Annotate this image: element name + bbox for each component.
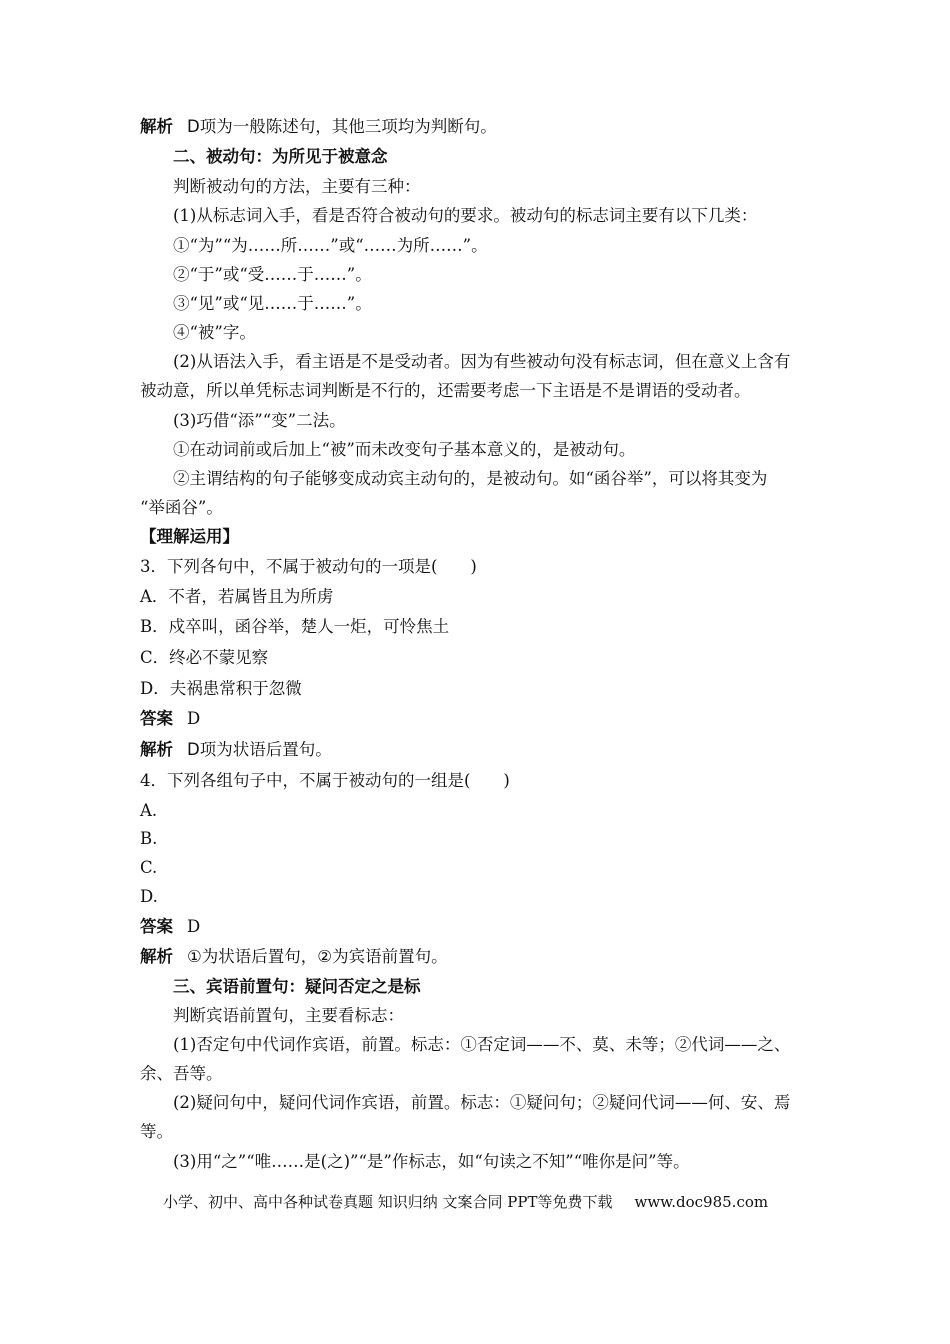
paragraph: (1)否定句中代词作宾语，前置。标志：①否定词——不、莫、未等；②代词——之、	[173, 1035, 791, 1054]
question-4-option-d: D.	[140, 887, 158, 906]
paragraph: (3)用“之”“唯……是(之)”“是”作标志，如“句读之不知”“唯你是问”等。	[173, 1152, 690, 1171]
question-3-option-d: D．夫祸患常积于忽微	[140, 679, 302, 698]
paragraph: 判断被动句的方法，主要有三种：	[173, 177, 421, 196]
section-heading-object-preposing: 三、宾语前置句：疑问否定之是标	[173, 977, 421, 996]
footer-text: 小学、初中、高中各种试卷真题 知识归纳 文案合同 PPT等免费下载	[163, 1193, 613, 1211]
page-footer	[163, 1192, 768, 1212]
analysis-line	[140, 117, 497, 137]
analysis-text: ①为状语后置句，②为宾语前置句。	[187, 947, 448, 966]
paragraph: (1)从标志词入手，看是否符合被动句的要求。被动句的标志词主要有以下几类：	[173, 206, 758, 225]
question-4-option-b: B.	[140, 829, 158, 848]
paragraph: 等。	[140, 1122, 173, 1141]
paragraph: ②主谓结构的句子能够变成动宾主动句的，是被动句。如“函谷举”，可以将其变为	[173, 469, 768, 488]
paragraph: (2)从语法入手，看主语是不是受动者。因为有些被动句没有标志词，但在意义上含有	[173, 352, 791, 371]
list-item: ③“见”或“见……于……”。	[173, 294, 372, 313]
analysis-label: 解析	[140, 947, 173, 966]
question-3-answer	[140, 709, 200, 729]
question-4-answer	[140, 917, 200, 937]
question-4-stem: 4．下列各组句子中，不属于被动句的一组是( )	[140, 771, 510, 790]
question-3-option-b: B．戍卒叫，函谷举，楚人一炬，可怜焦土	[140, 617, 450, 636]
list-item: ④“被”字。	[173, 323, 256, 342]
answer-label: 答案	[140, 917, 173, 936]
question-4-analysis	[140, 947, 448, 967]
answer-label: 答案	[140, 709, 173, 728]
question-3-option-a: A．不者，若属皆且为所虏	[140, 587, 334, 606]
analysis-text: D项为一般陈述句，其他三项均为判断句。	[187, 117, 497, 136]
analysis-text: D项为状语后置句。	[187, 740, 332, 759]
analysis-label: 解析	[140, 117, 173, 136]
practice-heading: 【理解运用】	[140, 527, 239, 546]
paragraph: 判断宾语前置句，主要看标志：	[173, 1006, 404, 1025]
paragraph: “举函谷”。	[140, 498, 223, 517]
question-4-option-c: C.	[140, 858, 158, 877]
answer-value: D	[187, 917, 201, 936]
analysis-label: 解析	[140, 740, 173, 759]
question-3-stem: 3．下列各句中，不属于被动句的一项是( )	[140, 557, 477, 576]
question-3-option-c: C．终必不蒙见察	[140, 648, 269, 667]
question-4-option-a: A.	[140, 801, 158, 820]
list-item: ②“于”或“受……于……”。	[173, 265, 372, 284]
paragraph: 被动意，所以单凭标志词判断是不行的，还需要考虑一下主语是不是谓语的受动者。	[140, 381, 751, 400]
paragraph: 余、吾等。	[140, 1064, 223, 1083]
list-item: ①“为”“为……所……”或“……为所……”。	[173, 236, 488, 255]
question-3-analysis	[140, 740, 332, 760]
answer-value: D	[187, 709, 201, 728]
paragraph: (3)巧借“添”“变”二法。	[173, 411, 346, 430]
paragraph: ①在动词前或后加上“被”而未改变句子基本意义的，是被动句。	[173, 440, 636, 459]
footer-url[interactable]: www.doc985.com	[634, 1193, 769, 1211]
paragraph: (2)疑问句中，疑问代词作宾语，前置。标志：①疑问句；②疑问代词——何、安、焉	[173, 1093, 791, 1112]
section-heading-passive: 二、被动句：为所见于被意念	[173, 147, 388, 166]
